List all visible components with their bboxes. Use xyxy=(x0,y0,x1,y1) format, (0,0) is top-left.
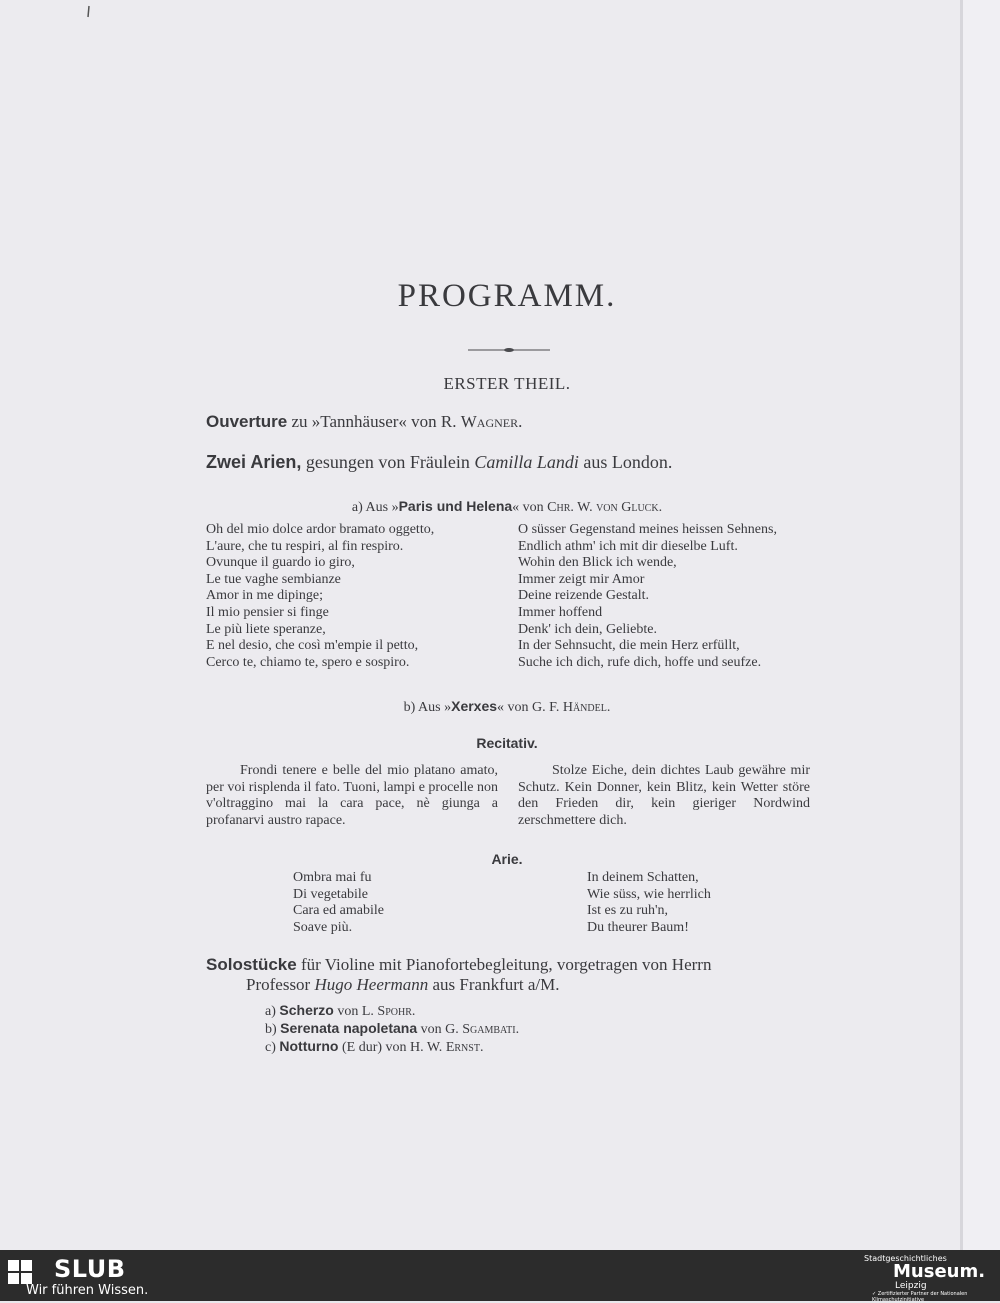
item-name: Solostücke xyxy=(206,955,297,974)
arie-german-text: In deinem Schatten, Wie süss, wie herrlich Ist es zu ruh'n, Du theurer Baum! xyxy=(587,870,711,935)
corner-ink-mark xyxy=(86,4,92,18)
solo-piece: c) Notturno (E dur) von H. W. Ernst. xyxy=(265,1038,484,1055)
program-item-ouverture: Ouverture zu »Tannhäuser« von R. Wagner. xyxy=(206,412,523,431)
slub-name[interactable]: SLUB xyxy=(54,1255,126,1283)
solo-piece: a) Scherzo von L. Spohr. xyxy=(265,1002,416,1019)
aria-a-heading: a) Aus »Paris und Helena« von Chr. W. von Gluck. xyxy=(351,498,663,515)
program-item-solostuecke: Solostücke für Violine mit Pianofortebegleitung, vorgetragen von Herrn xyxy=(206,955,712,974)
museum-name[interactable]: Museum. xyxy=(893,1261,986,1282)
aria-a-german-text: O süsser Gegenstand meines heissen Sehnens, Endlich athm' ich mit dir dieselbe Luft. Wohin den Blick ich wende, Immer zeigt mir Amor Deine reizende Gestalt. Immer hoffend Denk' ich dein, Geliebte. In der Sehnsucht, die mein Herz erfüllt, Suche ich dich, rufe dich, hoffe und seufze. xyxy=(518,522,777,670)
item-name: Zwei Arien, xyxy=(206,452,302,472)
recitativ-heading: Recitativ. xyxy=(476,735,538,751)
adjacent-page-edge xyxy=(963,0,1000,1250)
recitativ-german-text: Stolze Eiche, dein dichtes Laub gewähre mir Schutz. Kein Donner, kein Blitz, kein Wetter störe den Frieden dir, kein gieriger Nordwind zerschmettere dich. xyxy=(518,763,810,828)
aria-a-italian-text: Oh del mio dolce ardor bramato oggetto, L'aure, che tu respiri, al fin respiro. Ovunque il guardo io giro, Le tue vaghe sembianze Amor in me dipinge; Il mio pensier si finge Le più liete speranze, E nel desio, che così m'empie il petto, Cerco te, chiamo te, spero e sospiro. xyxy=(206,522,435,670)
arie-italian-text: Ombra mai fu Di vegetabile Cara ed amabile Soave più. xyxy=(293,870,384,935)
museum-city: Leipzig xyxy=(895,1281,927,1291)
solostuecke-performer-line: Professor Hugo Heermann aus Frankfurt a/M. xyxy=(246,975,560,994)
section-heading: ERSTER THEIL. xyxy=(443,374,571,393)
museum-certificate: ✓ Zertifizierter Partner der Nationalen Klimaschutzinitiative xyxy=(872,1291,968,1303)
museum-label: Stadtgeschichtliches xyxy=(864,1254,947,1263)
program-item-arien: Zwei Arien, gesungen von Fräulein Camilla Landi aus London. xyxy=(206,452,673,472)
item-name: Ouverture xyxy=(206,412,288,431)
solo-piece: b) Serenata napoletana von G. Sgambati. xyxy=(265,1020,520,1037)
page-title: PROGRAMM. xyxy=(397,278,617,314)
arie-heading: Arie. xyxy=(491,851,523,867)
slub-tagline: Wir führen Wissen. xyxy=(26,1283,149,1298)
aria-b-heading: b) Aus »Xerxes« von G. F. Händel. xyxy=(403,698,611,715)
title-ornament xyxy=(468,338,550,344)
recitativ-italian-text: Frondi tenere e belle del mio platano amato, per voi risplenda il fato. Tuoni, lampi e procelle non v'oltraggino mai la cara pace, nè giunga a profanarvi austro rapace. xyxy=(206,763,499,828)
footer-bar xyxy=(0,1250,1000,1301)
